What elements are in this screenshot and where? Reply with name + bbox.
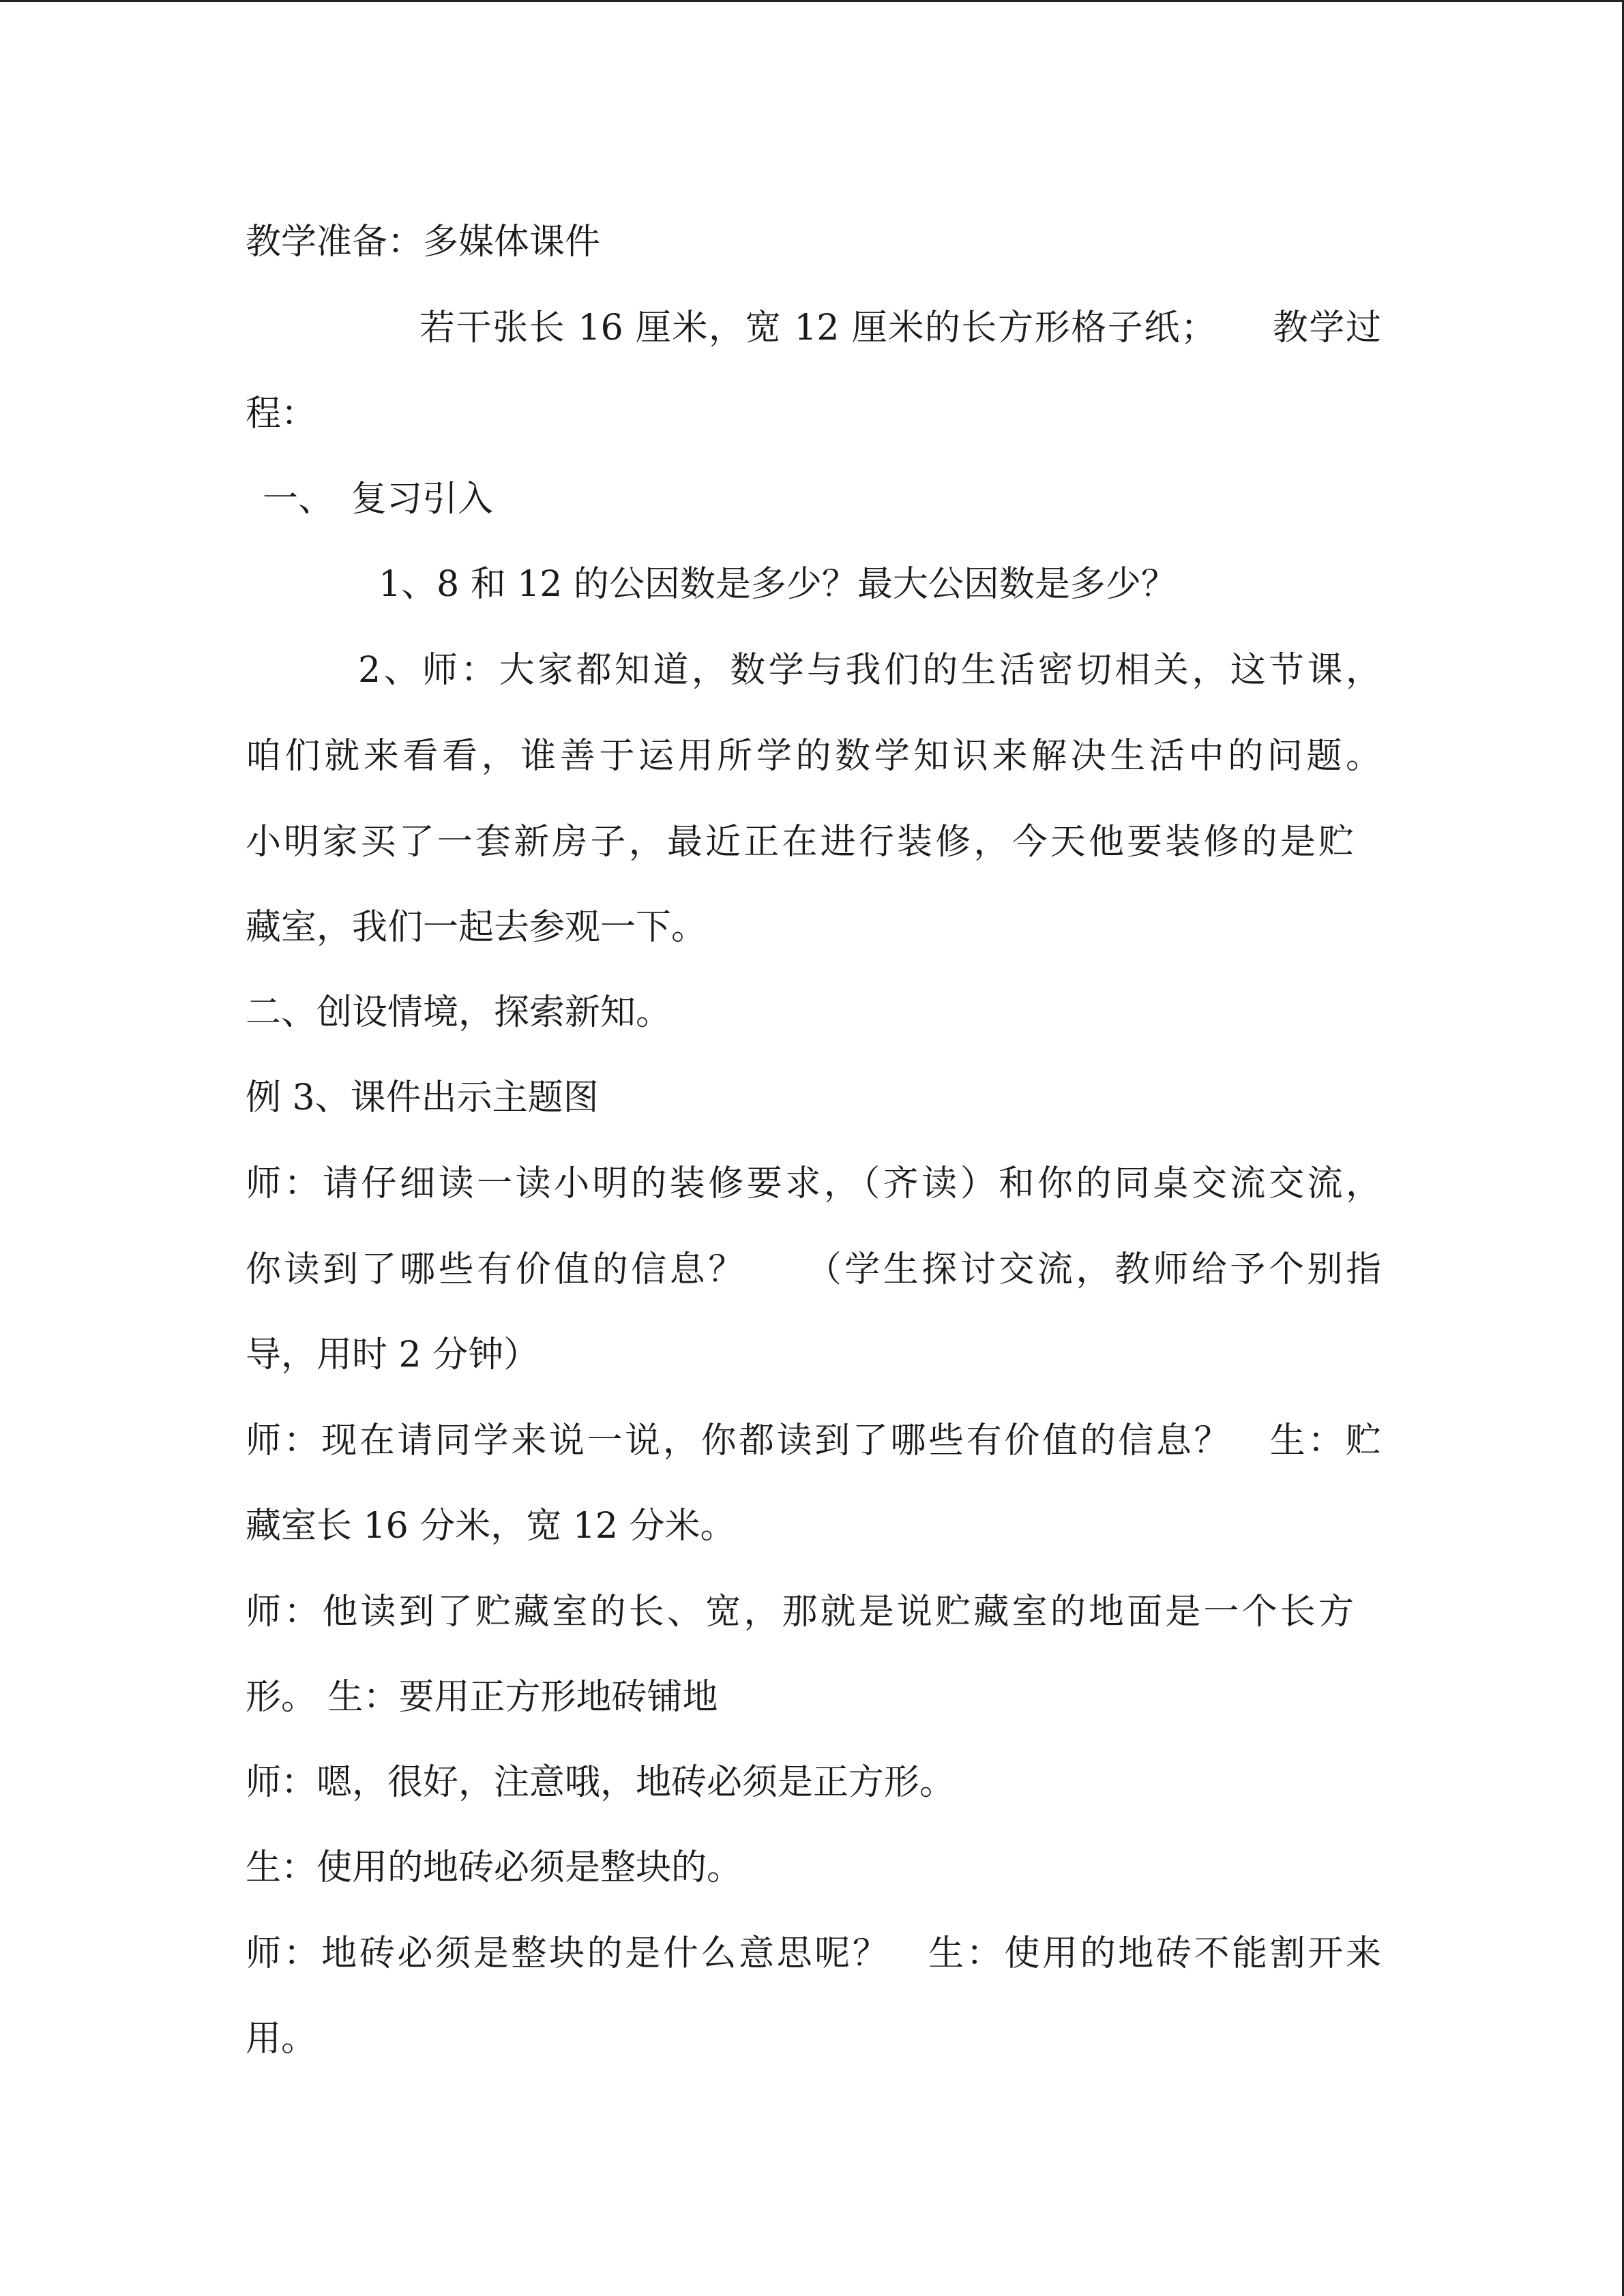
text-line-teacher-3: 师：他读到了贮藏室的长、宽，那就是说贮藏室的地面是一个长方 [246, 1592, 1354, 1632]
text-line-example: 例 3、课件出示主题图 [246, 1077, 599, 1118]
text-line-teacher-1c: 导，用时 2 分钟） [246, 1335, 540, 1375]
text-line-process: 程： [246, 393, 317, 434]
section-heading-review: 一、 复习引入 [263, 479, 494, 520]
text-line-teacher-1: 师：请仔细读一读小明的装修要求，（齐读）和你的同桌交流交流， [246, 1163, 1381, 1204]
text-line-student-1: 藏室长 16 分米，宽 12 分米。 [246, 1506, 736, 1547]
text-line-para-1: 咱们就来看看，谁善于运用所学的数学知识来解决生活中的问题。 [246, 736, 1381, 777]
text-line-teacher-5: 师：地砖必须是整块的是什么意思呢？ 生：使用的地砖不能割开来 [246, 1933, 1381, 1974]
text-line-student-3: 生：使用的地砖必须是整块的。 [246, 1847, 743, 1888]
text-line-para-2: 小明家买了一套新房子，最近正在进行装修，今天他要装修的是贮 [246, 822, 1354, 863]
text-line-para-3: 藏室，我们一起去参观一下。 [246, 907, 707, 948]
text-line-question-1: 1、8 和 12 的公因数是多少？最大公因数是多少？ [379, 564, 1177, 605]
text-line-student-4: 用。 [246, 2018, 317, 2059]
text-line-question-2: 2、师：大家都知道，数学与我们的生活密切相关，这节课， [358, 650, 1381, 691]
text-line-student-2: 形。 生：要用正方形地砖铺地 [246, 1677, 718, 1718]
section-heading-explore: 二、创设情境，探索新知。 [246, 992, 672, 1033]
text-line-materials: 若干张长 16 厘米，宽 12 厘米的长方形格子纸； 教学过 [419, 308, 1381, 348]
text-line-teacher-2: 师：现在请同学来说一说，你都读到了哪些有价值的信息？ 生：贮 [246, 1420, 1381, 1461]
text-line-teacher-4: 师：嗯，很好，注意哦，地砖必须是正方形。 [246, 1762, 956, 1803]
text-line-teacher-1b: 你读到了哪些有价值的信息？ （学生探讨交流，教师给予个别指 [246, 1249, 1381, 1290]
text-line-prep: 教学准备：多媒体课件 [246, 222, 601, 263]
